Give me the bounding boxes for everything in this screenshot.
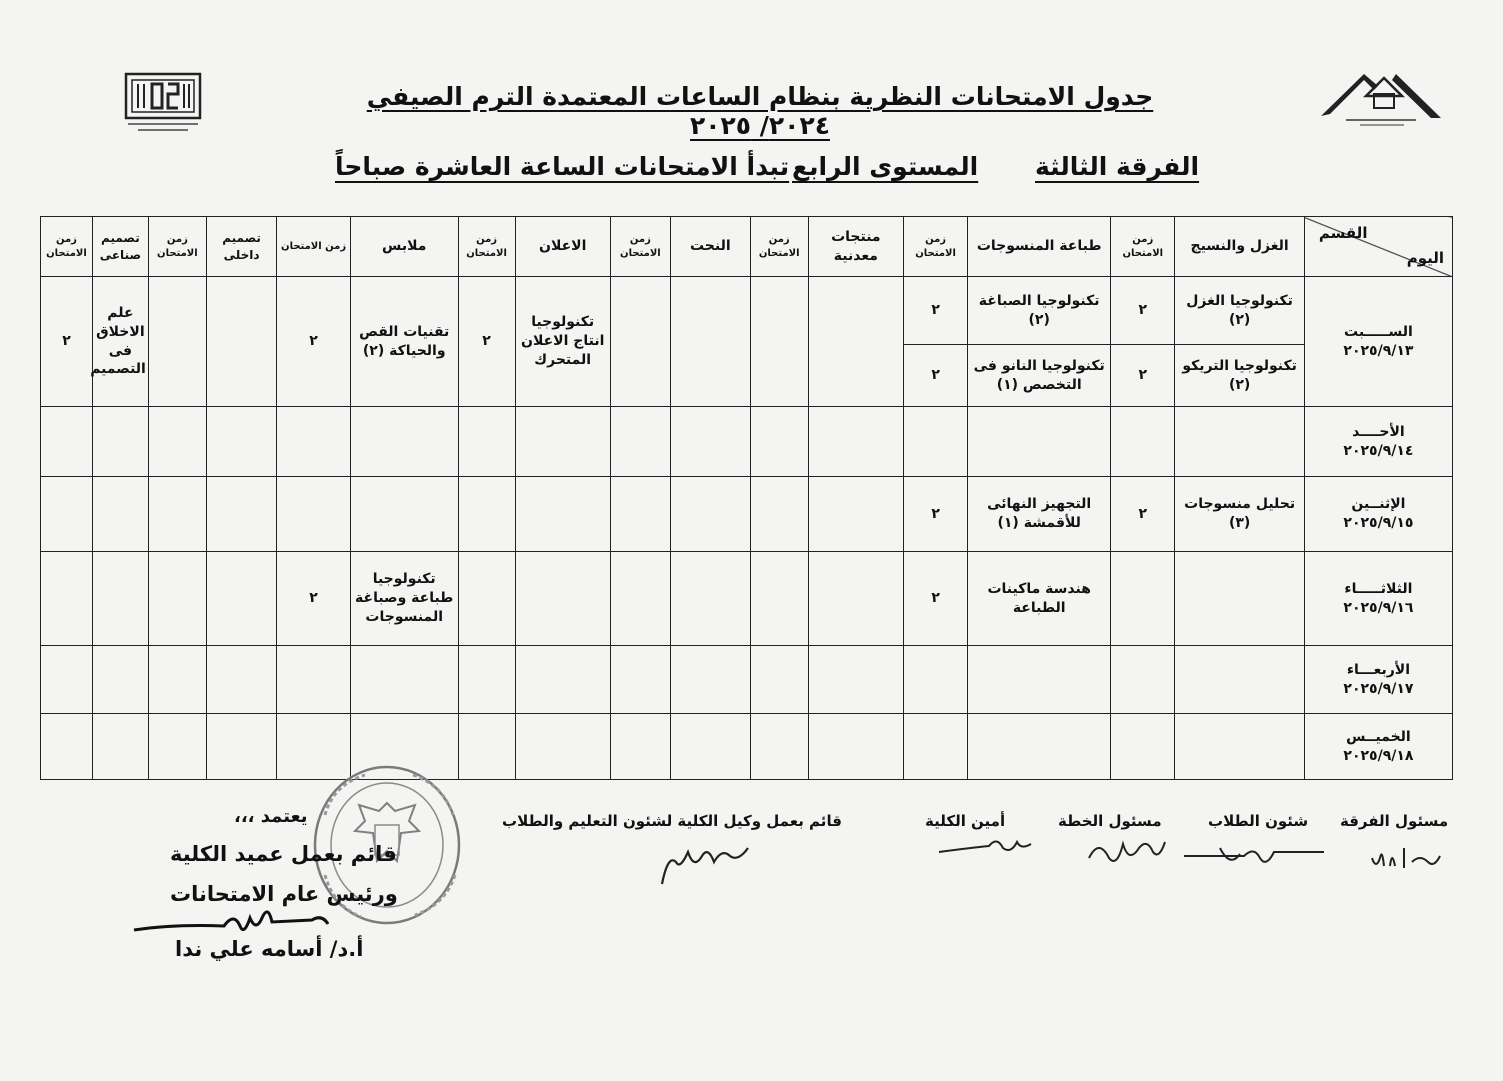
exam-duration: ٢ bbox=[903, 345, 967, 407]
dept-header-textile-printing: طباعة المنسوجات bbox=[968, 217, 1111, 277]
signature-scribble bbox=[1368, 838, 1443, 874]
table-row bbox=[41, 646, 1453, 714]
dept-header-metal-products: منتجات معدنية bbox=[808, 217, 903, 277]
vice-dean-label: قائم بعمل وكيل الكلية لشئون التعليم والطلاب bbox=[502, 812, 842, 830]
empty-cell bbox=[610, 277, 670, 407]
corner-cell bbox=[1304, 217, 1452, 277]
exam-cell: تكنولوجيا الصباغة (٢) bbox=[968, 277, 1111, 345]
exam-duration: ٢ bbox=[1111, 345, 1175, 407]
day-cell-wednesday bbox=[1304, 646, 1452, 714]
corner-department-label: القسم bbox=[1318, 224, 1368, 242]
exam-duration: ٢ bbox=[277, 277, 351, 407]
approval-label: يعتمد ،،، bbox=[234, 806, 308, 827]
exam-cell: علم الاخلاق فى التصميم bbox=[92, 277, 148, 407]
signature-scribble bbox=[1085, 832, 1170, 872]
signature-scribble bbox=[1180, 838, 1330, 868]
exam-cell: تكنولوجيا التريكو (٢) bbox=[1175, 345, 1304, 407]
university-logo bbox=[1316, 66, 1446, 128]
dept-header-clothing: ملابس bbox=[350, 217, 458, 277]
exam-cell: تحليل منسوجات (٣) bbox=[1175, 477, 1304, 552]
exam-cell: تكنولوجيا النانو فى التخصص (١) bbox=[968, 345, 1111, 407]
day-date: ٢٠٢٥/٩/١٥ bbox=[1343, 515, 1414, 531]
day-cell-sunday bbox=[1304, 407, 1452, 477]
day-name: الأربعـــاء bbox=[1346, 661, 1411, 678]
dept-header-spinning: الغزل والنسيج bbox=[1175, 217, 1304, 277]
day-cell-thursday bbox=[1304, 714, 1452, 780]
time-header: زمن الامتحان bbox=[750, 217, 808, 277]
dept-header-industrial-design: تصميم صناعى bbox=[92, 217, 148, 277]
exam-cell: تقنيات القص والحياكة (٢) bbox=[350, 277, 458, 407]
exam-duration: ٢ bbox=[903, 277, 967, 345]
time-header: زمن الامتحان bbox=[610, 217, 670, 277]
dept-header-advertising: الاعلان bbox=[515, 217, 610, 277]
day-date: ٢٠٢٥/٩/١٧ bbox=[1343, 680, 1414, 697]
day-date: ٢٠٢٥/٩/١٣ bbox=[1343, 342, 1414, 359]
header-row bbox=[41, 217, 1453, 277]
corner-day-label: اليوم bbox=[1406, 248, 1444, 267]
exam-duration: ٢ bbox=[41, 277, 93, 407]
exam-duration: ٢ bbox=[1111, 477, 1175, 552]
start-time-note: تبدأ الامتحانات الساعة العاشرة صباحاً bbox=[335, 152, 790, 181]
exam-duration: ٢ bbox=[903, 477, 967, 552]
table-row bbox=[41, 552, 1453, 646]
day-date: ٢٠٢٥/٩/١٦ bbox=[1343, 599, 1414, 616]
exam-duration: ٢ bbox=[1111, 277, 1175, 345]
group-officer-label: مسئول الفرقة bbox=[1340, 812, 1449, 830]
exam-head-label: ورئيس عام الامتحانات bbox=[170, 882, 398, 906]
exam-cell: تكنولوجيا انتاج الاعلان المتحرك bbox=[515, 277, 610, 407]
table-row bbox=[41, 714, 1453, 780]
exam-cell: التجهيز النهائى للأقمشة (١) bbox=[968, 477, 1111, 552]
faculty-logo bbox=[118, 72, 208, 134]
exam-schedule-table bbox=[40, 216, 1453, 780]
empty-cell bbox=[750, 277, 808, 407]
plan-officer-label: مسئول الخطة bbox=[1058, 812, 1162, 830]
acting-dean-label: قائم بعمل عميد الكلية bbox=[170, 842, 397, 866]
student-affairs-label: شئون الطلاب bbox=[1208, 812, 1309, 830]
day-cell-monday bbox=[1304, 477, 1452, 552]
day-name: الثلاثـــــاء bbox=[1344, 580, 1413, 597]
table-row bbox=[41, 407, 1453, 477]
exam-duration: ٢ bbox=[903, 552, 967, 646]
empty-cell bbox=[148, 277, 206, 407]
table-row bbox=[41, 277, 1453, 345]
time-header: زمن الامتحان bbox=[277, 217, 351, 277]
college-secretary-label: أمين الكلية bbox=[925, 812, 1006, 830]
time-header: زمن الامتحان bbox=[148, 217, 206, 277]
day-cell-saturday bbox=[1304, 277, 1452, 407]
exam-cell: تكنولوجيا الغزل (٢) bbox=[1175, 277, 1304, 345]
level-label: المستوى الرابع bbox=[792, 152, 979, 181]
document-title: جدول الامتحانات النظرية بنظام الساعات المعتمدة الترم الصيفي ٢٠٢٤/ ٢٠٢٥ bbox=[366, 82, 1154, 140]
day-name: الســـــبت bbox=[1344, 323, 1413, 340]
day-date: ٢٠٢٥/٩/١٨ bbox=[1343, 747, 1414, 764]
time-header: زمن الامتحان bbox=[903, 217, 967, 277]
time-header: زمن الامتحان bbox=[1111, 217, 1175, 277]
dept-header-interior-design: تصميم داخلى bbox=[206, 217, 276, 277]
exam-cell: تكنولوجيا طباعة وصباغة المنسوجات bbox=[350, 552, 458, 646]
exam-cell: هندسة ماكينات الطباعة bbox=[968, 552, 1111, 646]
empty-cell bbox=[206, 277, 276, 407]
empty-cell bbox=[808, 277, 903, 407]
time-header: زمن الامتحان bbox=[41, 217, 93, 277]
signature-scribble bbox=[656, 830, 756, 888]
group-label: الفرقة الثالثة bbox=[1035, 152, 1200, 181]
day-name: الخميــس bbox=[1346, 728, 1411, 745]
day-date: ٢٠٢٥/٩/١٤ bbox=[1343, 442, 1414, 459]
day-name: الأحــــد bbox=[1352, 423, 1405, 440]
day-name: الإثنــين bbox=[1351, 496, 1406, 513]
dept-header-sculpture: النحت bbox=[670, 217, 750, 277]
exam-duration: ٢ bbox=[277, 552, 351, 646]
empty-cell bbox=[670, 277, 750, 407]
exam-duration: ٢ bbox=[458, 277, 515, 407]
signature-scribble bbox=[935, 832, 1035, 858]
day-cell-tuesday bbox=[1304, 552, 1452, 646]
time-header: زمن الامتحان bbox=[458, 217, 515, 277]
dean-name: أ.د/ أسامه علي ندا bbox=[175, 937, 364, 961]
table-row bbox=[41, 477, 1453, 552]
